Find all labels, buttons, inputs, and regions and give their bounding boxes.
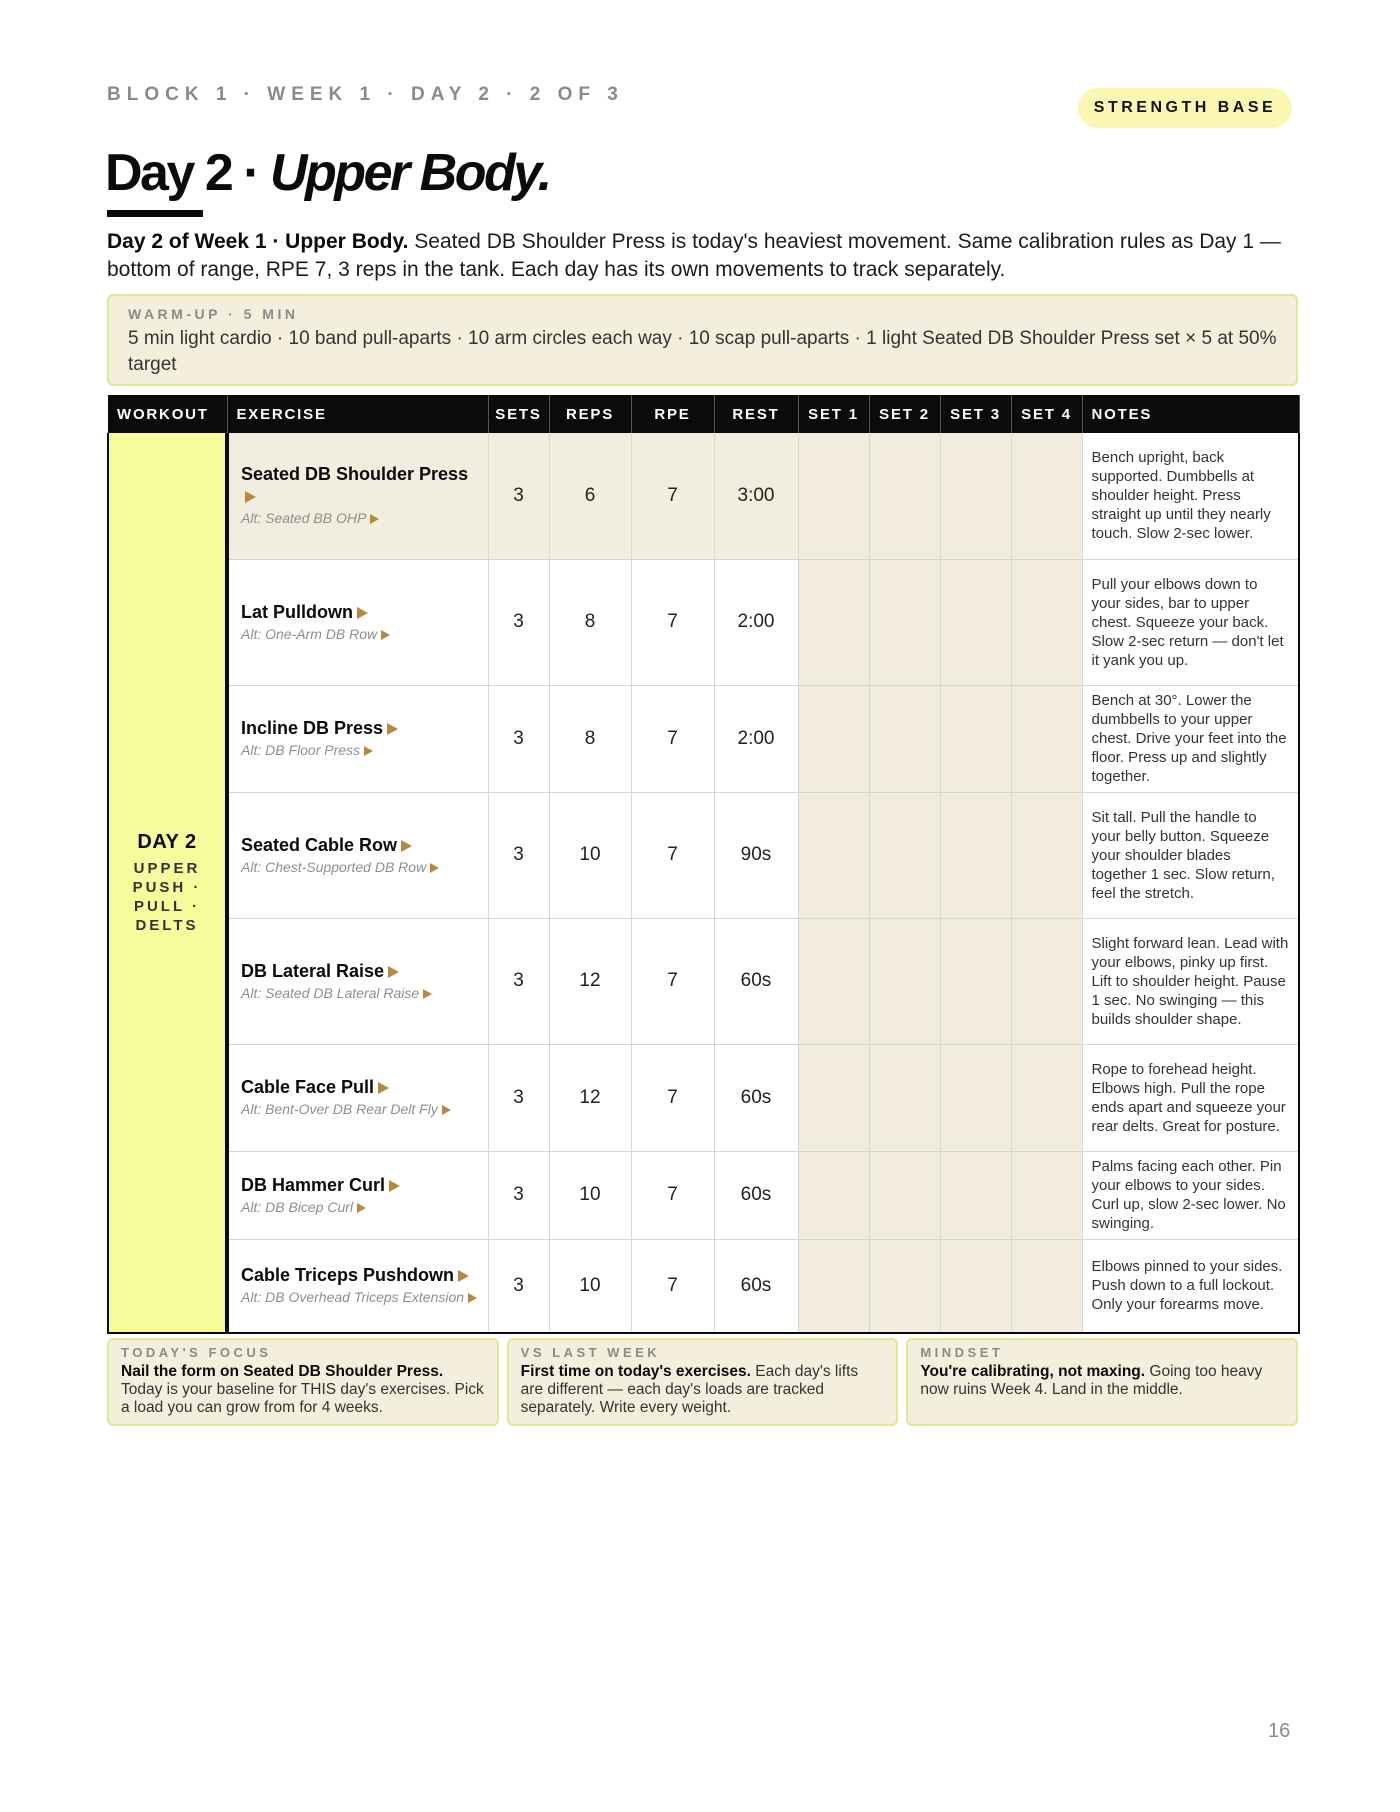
set-1-input[interactable] bbox=[798, 559, 869, 685]
set-4-input[interactable] bbox=[1011, 433, 1082, 559]
set-3-input[interactable] bbox=[940, 685, 1011, 792]
reps-cell: 6 bbox=[549, 433, 631, 559]
breadcrumb: BLOCK 1 · WEEK 1 · DAY 2 · 2 OF 3 bbox=[107, 84, 624, 105]
set-1-input[interactable] bbox=[798, 792, 869, 918]
workout-table bbox=[107, 395, 1300, 1334]
set-2-input[interactable] bbox=[869, 792, 940, 918]
set-3-input[interactable] bbox=[940, 918, 1011, 1044]
notes-cell: Palms facing each other. Pin your elbows to your sides. Curl up, slow 2-sec lower. No swinging. bbox=[1082, 1151, 1299, 1239]
exercise-cell[interactable] bbox=[227, 433, 488, 559]
program-tag: STRENGTH BASE bbox=[1078, 88, 1292, 128]
set-2-input[interactable] bbox=[869, 1151, 940, 1239]
exercise-name[interactable]: Seated DB Shoulder Press bbox=[241, 463, 478, 507]
reps-cell: 10 bbox=[549, 1239, 631, 1333]
workout-sub: UPPER PUSH · PULL · DELTS bbox=[132, 859, 202, 934]
exercise-cell[interactable] bbox=[227, 685, 488, 792]
set-1-input[interactable] bbox=[798, 1151, 869, 1239]
rpe-cell: 7 bbox=[631, 792, 714, 918]
exercise-alt[interactable]: Alt: DB Floor Press bbox=[241, 741, 478, 760]
workout-day: DAY 2 bbox=[137, 830, 197, 853]
warmup-box bbox=[107, 294, 1298, 386]
intro-paragraph bbox=[107, 228, 1297, 284]
header-workout: WORKOUT bbox=[108, 395, 227, 433]
set-1-input[interactable] bbox=[798, 1239, 869, 1333]
play-icon[interactable] bbox=[381, 630, 390, 640]
exercise-alt[interactable]: Alt: Seated DB Lateral Raise bbox=[241, 984, 478, 1003]
set-2-input[interactable] bbox=[869, 685, 940, 792]
rpe-cell: 7 bbox=[631, 433, 714, 559]
set-1-input[interactable] bbox=[798, 433, 869, 559]
rest-cell: 3:00 bbox=[714, 433, 798, 559]
header-set-4: SET 4 bbox=[1011, 395, 1082, 433]
rpe-cell: 7 bbox=[631, 1239, 714, 1333]
set-4-input[interactable] bbox=[1011, 792, 1082, 918]
notes-cell: Bench upright, back supported. Dumbbells at shoulder height. Press straight up until they nearly touch. Slow 2-sec lower. bbox=[1082, 433, 1299, 559]
card-text: You're calibrating, not maxing. Going too heavy now ruins Week 4. Land in the middle. bbox=[920, 1363, 1263, 1398]
sets-cell: 3 bbox=[488, 1151, 549, 1239]
rpe-cell: 7 bbox=[631, 1044, 714, 1151]
header-sets: SETS bbox=[488, 395, 549, 433]
table-header-row bbox=[108, 395, 1299, 433]
play-icon[interactable] bbox=[430, 863, 439, 873]
table-row bbox=[108, 792, 1299, 918]
header-set-2: SET 2 bbox=[869, 395, 940, 433]
card-label: TODAY'S FOCUS bbox=[121, 1345, 272, 1360]
set-1-input[interactable] bbox=[798, 1044, 869, 1151]
set-3-input[interactable] bbox=[940, 1151, 1011, 1239]
sets-cell: 3 bbox=[488, 1239, 549, 1333]
exercise-cell[interactable] bbox=[227, 918, 488, 1044]
reps-cell: 12 bbox=[549, 918, 631, 1044]
sets-cell: 3 bbox=[488, 1044, 549, 1151]
sets-cell: 3 bbox=[488, 433, 549, 559]
exercise-cell[interactable] bbox=[227, 559, 488, 685]
card-text: Nail the form on Seated DB Shoulder Press. Today is your baseline for THIS day's exercises. Pick a load you can grow from for 4 weeks. bbox=[121, 1363, 484, 1416]
play-icon[interactable] bbox=[245, 491, 256, 503]
sets-cell: 3 bbox=[488, 792, 549, 918]
exercise-alt[interactable]: Alt: Seated BB OHP bbox=[241, 509, 478, 528]
reps-cell: 12 bbox=[549, 1044, 631, 1151]
set-2-input[interactable] bbox=[869, 433, 940, 559]
exercise-name[interactable]: Cable Face Pull bbox=[241, 1076, 478, 1098]
intro-bold: Day 2 of Week 1 · Upper Body. bbox=[107, 230, 409, 253]
rest-cell: 60s bbox=[714, 1151, 798, 1239]
rest-cell: 2:00 bbox=[714, 685, 798, 792]
set-2-input[interactable] bbox=[869, 1044, 940, 1151]
rest-cell: 60s bbox=[714, 1239, 798, 1333]
table-row bbox=[108, 433, 1299, 559]
notes-cell: Rope to forehead height. Elbows high. Pull the rope ends apart and squeeze your rear delts. Great for posture. bbox=[1082, 1044, 1299, 1151]
play-icon[interactable] bbox=[378, 1082, 389, 1094]
exercise-name[interactable]: Cable Triceps Pushdown bbox=[241, 1264, 478, 1286]
exercise-name[interactable]: Incline DB Press bbox=[241, 717, 478, 739]
sets-cell: 3 bbox=[488, 559, 549, 685]
table-row bbox=[108, 559, 1299, 685]
page-number: 16 bbox=[1268, 1720, 1291, 1742]
set-3-input[interactable] bbox=[940, 433, 1011, 559]
header-set-3: SET 3 bbox=[940, 395, 1011, 433]
table-row bbox=[108, 1239, 1299, 1333]
workout-day-cell bbox=[108, 433, 227, 1333]
play-icon[interactable] bbox=[357, 1203, 366, 1213]
play-icon[interactable] bbox=[364, 746, 373, 756]
card-text: First time on today's exercises. Each day's lifts are different — each day's loads are tracked separately. Write every weight. bbox=[520, 1363, 859, 1416]
header-set-1: SET 1 bbox=[798, 395, 869, 433]
play-icon[interactable] bbox=[442, 1105, 451, 1115]
exercise-cell[interactable] bbox=[227, 1151, 488, 1239]
notes-cell: Elbows pinned to your sides. Push down to a full lockout. Only your forearms move. bbox=[1082, 1239, 1299, 1333]
exercise-alt[interactable]: Alt: DB Overhead Triceps Extension bbox=[241, 1288, 478, 1307]
play-icon[interactable] bbox=[388, 966, 399, 978]
set-3-input[interactable] bbox=[940, 792, 1011, 918]
play-icon[interactable] bbox=[401, 840, 412, 852]
rest-cell: 90s bbox=[714, 792, 798, 918]
exercise-cell[interactable] bbox=[227, 1239, 488, 1333]
table-row bbox=[108, 1044, 1299, 1151]
set-3-input[interactable] bbox=[940, 1044, 1011, 1151]
set-4-input[interactable] bbox=[1011, 1151, 1082, 1239]
play-icon[interactable] bbox=[370, 514, 379, 524]
reps-cell: 10 bbox=[549, 1151, 631, 1239]
exercise-name[interactable]: Seated Cable Row bbox=[241, 834, 478, 856]
warmup-text: 5 min light cardio · 10 band pull-aparts · 10 arm circles each way · 10 scap pull-aparts · 1 light Seated DB Shoulder Press set × 5 at 50% target bbox=[128, 328, 1277, 375]
header-exercise: EXERCISE bbox=[227, 395, 488, 433]
set-1-input[interactable] bbox=[798, 685, 869, 792]
exercise-alt[interactable]: Alt: Bent-Over DB Rear Delt Fly bbox=[241, 1100, 478, 1119]
play-icon[interactable] bbox=[423, 989, 432, 999]
last-week-card bbox=[507, 1338, 899, 1426]
table-row bbox=[108, 918, 1299, 1044]
exercise-alt[interactable]: Alt: DB Bicep Curl bbox=[241, 1198, 478, 1217]
rpe-cell: 7 bbox=[631, 918, 714, 1044]
notes-cell: Sit tall. Pull the handle to your belly button. Squeeze your shoulder blades together 1 sec. Slow return, feel the stretch. bbox=[1082, 792, 1299, 918]
reps-cell: 8 bbox=[549, 685, 631, 792]
rest-cell: 60s bbox=[714, 1044, 798, 1151]
set-4-input[interactable] bbox=[1011, 1239, 1082, 1333]
rpe-cell: 7 bbox=[631, 685, 714, 792]
play-icon[interactable] bbox=[357, 607, 368, 619]
reps-cell: 10 bbox=[549, 792, 631, 918]
set-3-input[interactable] bbox=[940, 1239, 1011, 1333]
header-rpe: RPE bbox=[631, 395, 714, 433]
play-icon[interactable] bbox=[468, 1293, 477, 1303]
sets-cell: 3 bbox=[488, 685, 549, 792]
exercise-name[interactable]: Lat Pulldown bbox=[241, 601, 478, 623]
rpe-cell: 7 bbox=[631, 559, 714, 685]
set-4-input[interactable] bbox=[1011, 1044, 1082, 1151]
exercise-cell[interactable] bbox=[227, 792, 488, 918]
title-underline bbox=[107, 210, 203, 217]
exercise-cell[interactable] bbox=[227, 1044, 488, 1151]
set-2-input[interactable] bbox=[869, 1239, 940, 1333]
set-2-input[interactable] bbox=[869, 559, 940, 685]
focus-card bbox=[107, 1338, 499, 1426]
intro-text: Seated DB Shoulder Press is today's heaviest movement. Same calibration rules as Day 1 — bottom of range, RPE 7, 3 reps in the tank. Each day has its own movements to track separately. bbox=[107, 230, 1281, 281]
mindset-card bbox=[906, 1338, 1298, 1426]
play-icon[interactable] bbox=[387, 723, 398, 735]
play-icon[interactable] bbox=[458, 1270, 469, 1282]
sets-cell: 3 bbox=[488, 918, 549, 1044]
set-4-input[interactable] bbox=[1011, 559, 1082, 685]
info-cards bbox=[107, 1338, 1298, 1426]
set-2-input[interactable] bbox=[869, 918, 940, 1044]
reps-cell: 8 bbox=[549, 559, 631, 685]
card-label: MINDSET bbox=[920, 1345, 1004, 1360]
header-notes: NOTES bbox=[1082, 395, 1299, 433]
title-main: Day 2 · bbox=[105, 144, 270, 202]
notes-cell: Pull your elbows down to your sides, bar to upper chest. Squeeze your back. Slow 2-sec return — don't let it yank you up. bbox=[1082, 559, 1299, 685]
exercise-name[interactable]: DB Lateral Raise bbox=[241, 960, 478, 982]
set-4-input[interactable] bbox=[1011, 918, 1082, 1044]
play-icon[interactable] bbox=[389, 1180, 400, 1192]
header-rest: REST bbox=[714, 395, 798, 433]
title-italic: Upper Body. bbox=[269, 144, 550, 202]
exercise-alt[interactable]: Alt: One-Arm DB Row bbox=[241, 625, 478, 644]
exercise-name[interactable]: DB Hammer Curl bbox=[241, 1174, 478, 1196]
rest-cell: 2:00 bbox=[714, 559, 798, 685]
rest-cell: 60s bbox=[714, 918, 798, 1044]
table-row bbox=[108, 1151, 1299, 1239]
set-1-input[interactable] bbox=[798, 918, 869, 1044]
notes-cell: Slight forward lean. Lead with your elbows, pinky up first. Lift to shoulder height. Pause 1 sec. No swinging — this builds shoulder shape. bbox=[1082, 918, 1299, 1044]
warmup-label: WARM-UP · 5 MIN bbox=[128, 306, 299, 322]
rpe-cell: 7 bbox=[631, 1151, 714, 1239]
header-reps: REPS bbox=[549, 395, 631, 433]
set-4-input[interactable] bbox=[1011, 685, 1082, 792]
page-title bbox=[105, 143, 550, 203]
card-label: VS LAST WEEK bbox=[520, 1345, 661, 1360]
table-row bbox=[108, 685, 1299, 792]
notes-cell: Bench at 30°. Lower the dumbbells to your upper chest. Drive your feet into the floor. Press up and slightly together. bbox=[1082, 685, 1299, 792]
set-3-input[interactable] bbox=[940, 559, 1011, 685]
exercise-alt[interactable]: Alt: Chest-Supported DB Row bbox=[241, 858, 478, 877]
